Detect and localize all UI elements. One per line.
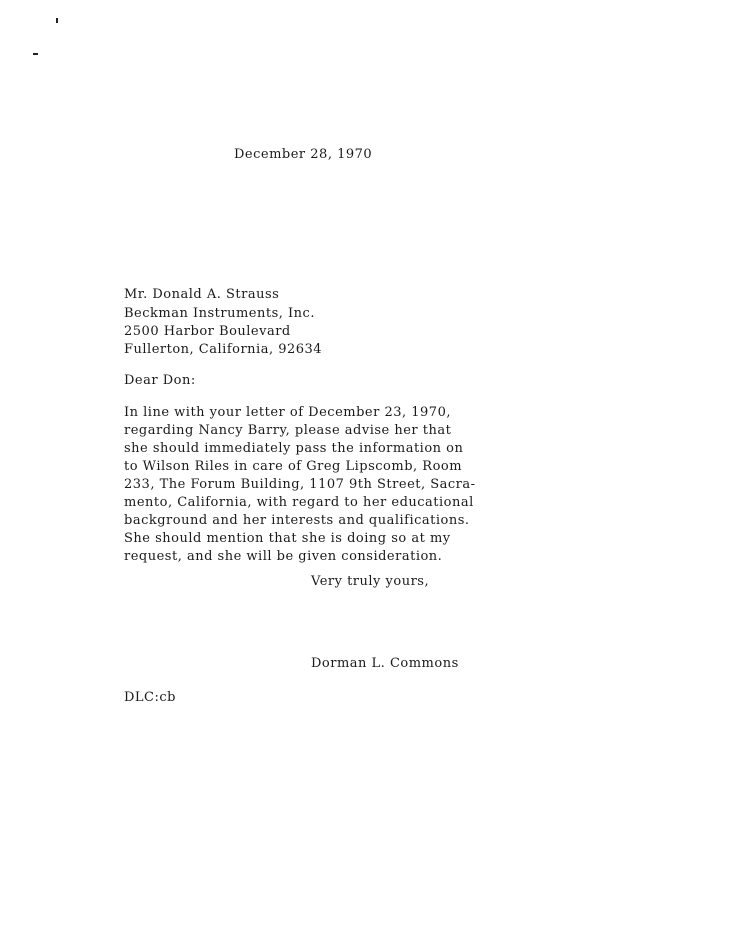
body-line: regarding Nancy Barry, please advise her that [124, 423, 452, 438]
body-line: In line with your letter of December 23, 1970, [124, 405, 451, 420]
signature-name: Dorman L. Commons [311, 656, 459, 671]
scan-speck [56, 18, 58, 23]
body-line: to Wilson Riles in care of Greg Lipscomb, Room [124, 459, 463, 474]
body-line: background and her interests and qualifications. [124, 513, 470, 528]
body-line: she should immediately pass the information on [124, 441, 464, 456]
reference-initials: DLC:cb [124, 690, 176, 705]
body-line: She should mention that she is doing so at my [124, 531, 451, 546]
body-line: request, and she will be given consideration. [124, 549, 443, 564]
recipient-city: Fullerton, California, 92634 [124, 342, 323, 357]
recipient-street: 2500 Harbor Boulevard [124, 324, 291, 339]
recipient-name: Mr. Donald A. Strauss [124, 287, 280, 302]
salutation: Dear Don: [124, 373, 196, 388]
body-line: 233, The Forum Building, 1107 9th Street, Sacra- [124, 477, 476, 492]
letter-date: December 28, 1970 [234, 147, 373, 162]
closing: Very truly yours, [311, 574, 430, 589]
body-line: mento, California, with regard to her educational [124, 495, 474, 510]
recipient-company: Beckman Instruments, Inc. [124, 306, 315, 321]
scan-speck [33, 53, 38, 55]
